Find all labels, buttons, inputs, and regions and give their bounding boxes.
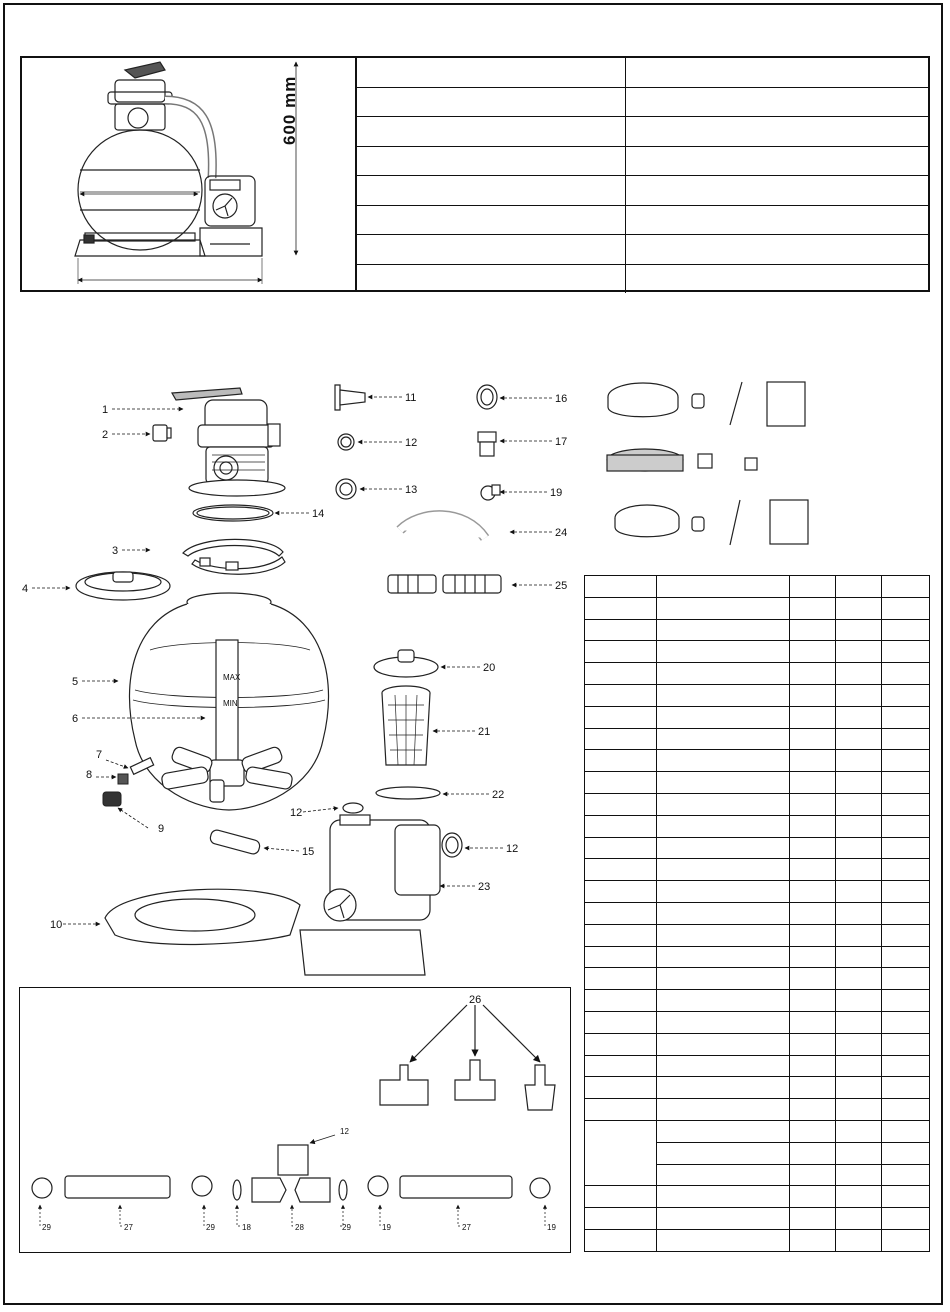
part-2-pressure-gauge — [153, 425, 171, 441]
part-label: 2 — [102, 429, 109, 441]
part-24-hose — [400, 515, 485, 538]
leader-line — [106, 760, 128, 768]
part-1-multiport-valve — [172, 388, 285, 496]
part-25-hose-pair — [388, 575, 501, 593]
part-label: 1 — [102, 404, 109, 416]
part-21-strainer-basket — [382, 686, 430, 765]
accessory-leader-line — [458, 1205, 460, 1226]
accessory-leader-line — [120, 1205, 122, 1226]
part-8-drain-plug — [118, 774, 128, 784]
accessory-leader-line — [237, 1205, 240, 1226]
part-label: 9 — [158, 823, 165, 835]
height-dimension-label: 600 mm — [280, 75, 299, 145]
part-23-pump — [300, 815, 440, 975]
part-label: 21 — [478, 726, 491, 738]
part-label: 22 — [492, 789, 505, 801]
leader-line — [264, 848, 299, 851]
part-label: 7 — [96, 749, 103, 761]
part-16-nut — [477, 385, 497, 409]
accessory-label: 19 — [382, 1223, 391, 1232]
part-17-connector — [478, 432, 496, 456]
part-label: 25 — [555, 580, 568, 592]
part-label: 17 — [555, 436, 568, 448]
part-label: 12 — [290, 807, 303, 819]
part-label: 19 — [550, 487, 563, 499]
part-label: 10 — [50, 919, 63, 931]
part-14-o-ring — [193, 505, 273, 521]
part-10-base — [105, 889, 300, 944]
part-label: 12 — [405, 437, 418, 449]
accessory-label: 26 — [469, 994, 482, 1006]
part-label: 6 — [72, 713, 79, 725]
part-12-o-ring — [338, 434, 354, 450]
part-label: 23 — [478, 881, 491, 893]
part-4-tank-lid — [76, 572, 170, 600]
part-19-hose-clamp — [481, 485, 500, 500]
part-label: 4 — [22, 583, 29, 595]
part-label: 13 — [405, 484, 418, 496]
part-3-clamp — [183, 539, 285, 574]
tank-level-marker: MAX — [223, 673, 241, 682]
part-20-strainer-lid — [374, 650, 438, 677]
part-label: 8 — [86, 769, 93, 781]
part-12-side-o-ring — [442, 833, 462, 857]
part-label: 15 — [302, 846, 315, 858]
variant-pool-top — [608, 382, 805, 426]
accessory-drawing — [32, 1005, 555, 1202]
part-15-strainer — [209, 829, 261, 855]
variant-pool-middle — [607, 449, 757, 471]
accessory-label: 29 — [342, 1223, 351, 1232]
accessory-label: 27 — [124, 1223, 133, 1232]
part-label: 3 — [112, 545, 119, 557]
part-label: 11 — [405, 392, 417, 404]
part-label: 5 — [72, 676, 79, 688]
part-12-small-o-ring — [343, 803, 363, 813]
accessory-label: 18 — [242, 1223, 251, 1232]
part-label: 12 — [506, 843, 519, 855]
part-9-drain-cap — [103, 792, 121, 806]
part-13-cap — [336, 479, 356, 499]
leader-line — [303, 808, 338, 812]
variant-pool-bottom — [615, 500, 808, 545]
part-22-basket-o-ring — [376, 787, 440, 799]
tank-level-marker: MIN — [223, 699, 238, 708]
part-11-adapter — [335, 385, 365, 410]
accessory-leader-line — [292, 1205, 293, 1226]
filter-overview-drawing — [75, 62, 296, 284]
accessory-label: 29 — [206, 1223, 215, 1232]
part-label: 24 — [555, 527, 568, 539]
leader-line — [118, 808, 148, 828]
part-label: 16 — [555, 393, 568, 405]
accessory-label: 12 — [340, 1127, 349, 1136]
accessory-label: 19 — [547, 1223, 556, 1232]
accessory-label: 27 — [462, 1223, 471, 1232]
accessory-label: 29 — [42, 1223, 51, 1232]
accessory-label: 28 — [295, 1223, 304, 1232]
part-label: 14 — [312, 508, 325, 520]
part-label: 20 — [483, 662, 496, 674]
